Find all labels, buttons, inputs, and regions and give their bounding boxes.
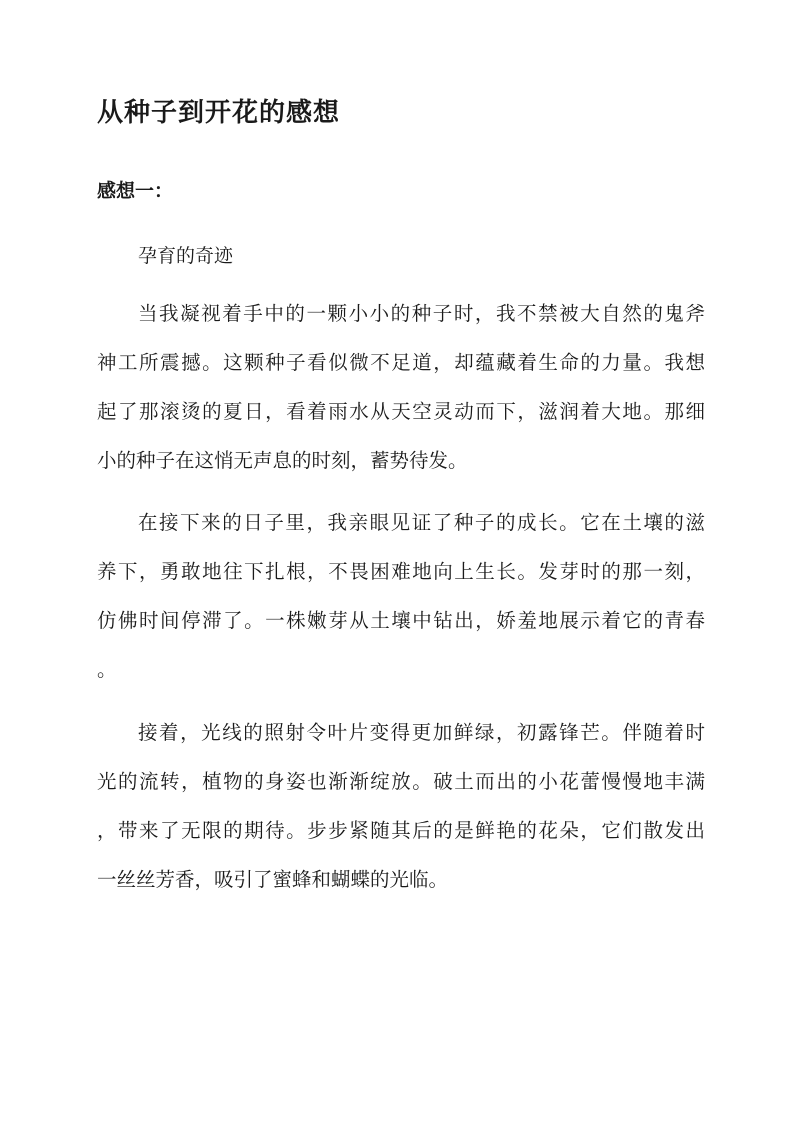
section-subtitle: 孕育的奇迹 [138, 245, 234, 267]
paragraph-2 [97, 498, 705, 694]
paragraph-line: 。 [97, 658, 117, 681]
paragraph-line: 小的种子在这悄无声息的时刻，蓄势待发。 [97, 449, 468, 472]
paragraph-line: 接着，光线的照射令叶片变得更加鲜绿，初露锋芒。伴随着时 [138, 721, 705, 744]
paragraph-line: 光的流转，植物的身姿也渐渐绽放。破土而出的小花蕾慢慢地丰满 [97, 770, 705, 793]
paragraph-line: ，带来了无限的期待。步步紧随其后的是鲜艳的花朵，它们散发出 [97, 819, 705, 842]
paragraph-line: 养下，勇敢地往下扎根，不畏困难地向上生长。发芽时的那一刻， [97, 560, 705, 583]
paragraph-line: 起了那滚烫的夏日，看着雨水从天空灵动而下，滋润着大地。那细 [97, 400, 705, 423]
paragraph-1 [97, 289, 705, 485]
section-heading: 感想一： [97, 180, 174, 202]
paragraph-line: 一丝丝芳香，吸引了蜜蜂和蝴蝶的光临。 [97, 868, 449, 891]
paragraph-line: 当我凝视着手中的一颗小小的种子时，我不禁被大自然的鬼斧 [138, 302, 705, 325]
document-title: 从种子到开花的感想 [97, 98, 341, 128]
paragraph-line: 在接下来的日子里，我亲眼见证了种子的成长。它在土壤的滋 [138, 511, 705, 534]
paragraph-line: 神工所震撼。这颗种子看似微不足道，却蕴藏着生命的力量。我想 [97, 351, 705, 374]
paragraph-line: 仿佛时间停滞了。一株嫩芽从土壤中钻出，娇羞地展示着它的青春 [97, 609, 705, 632]
paragraph-3 [97, 708, 705, 904]
